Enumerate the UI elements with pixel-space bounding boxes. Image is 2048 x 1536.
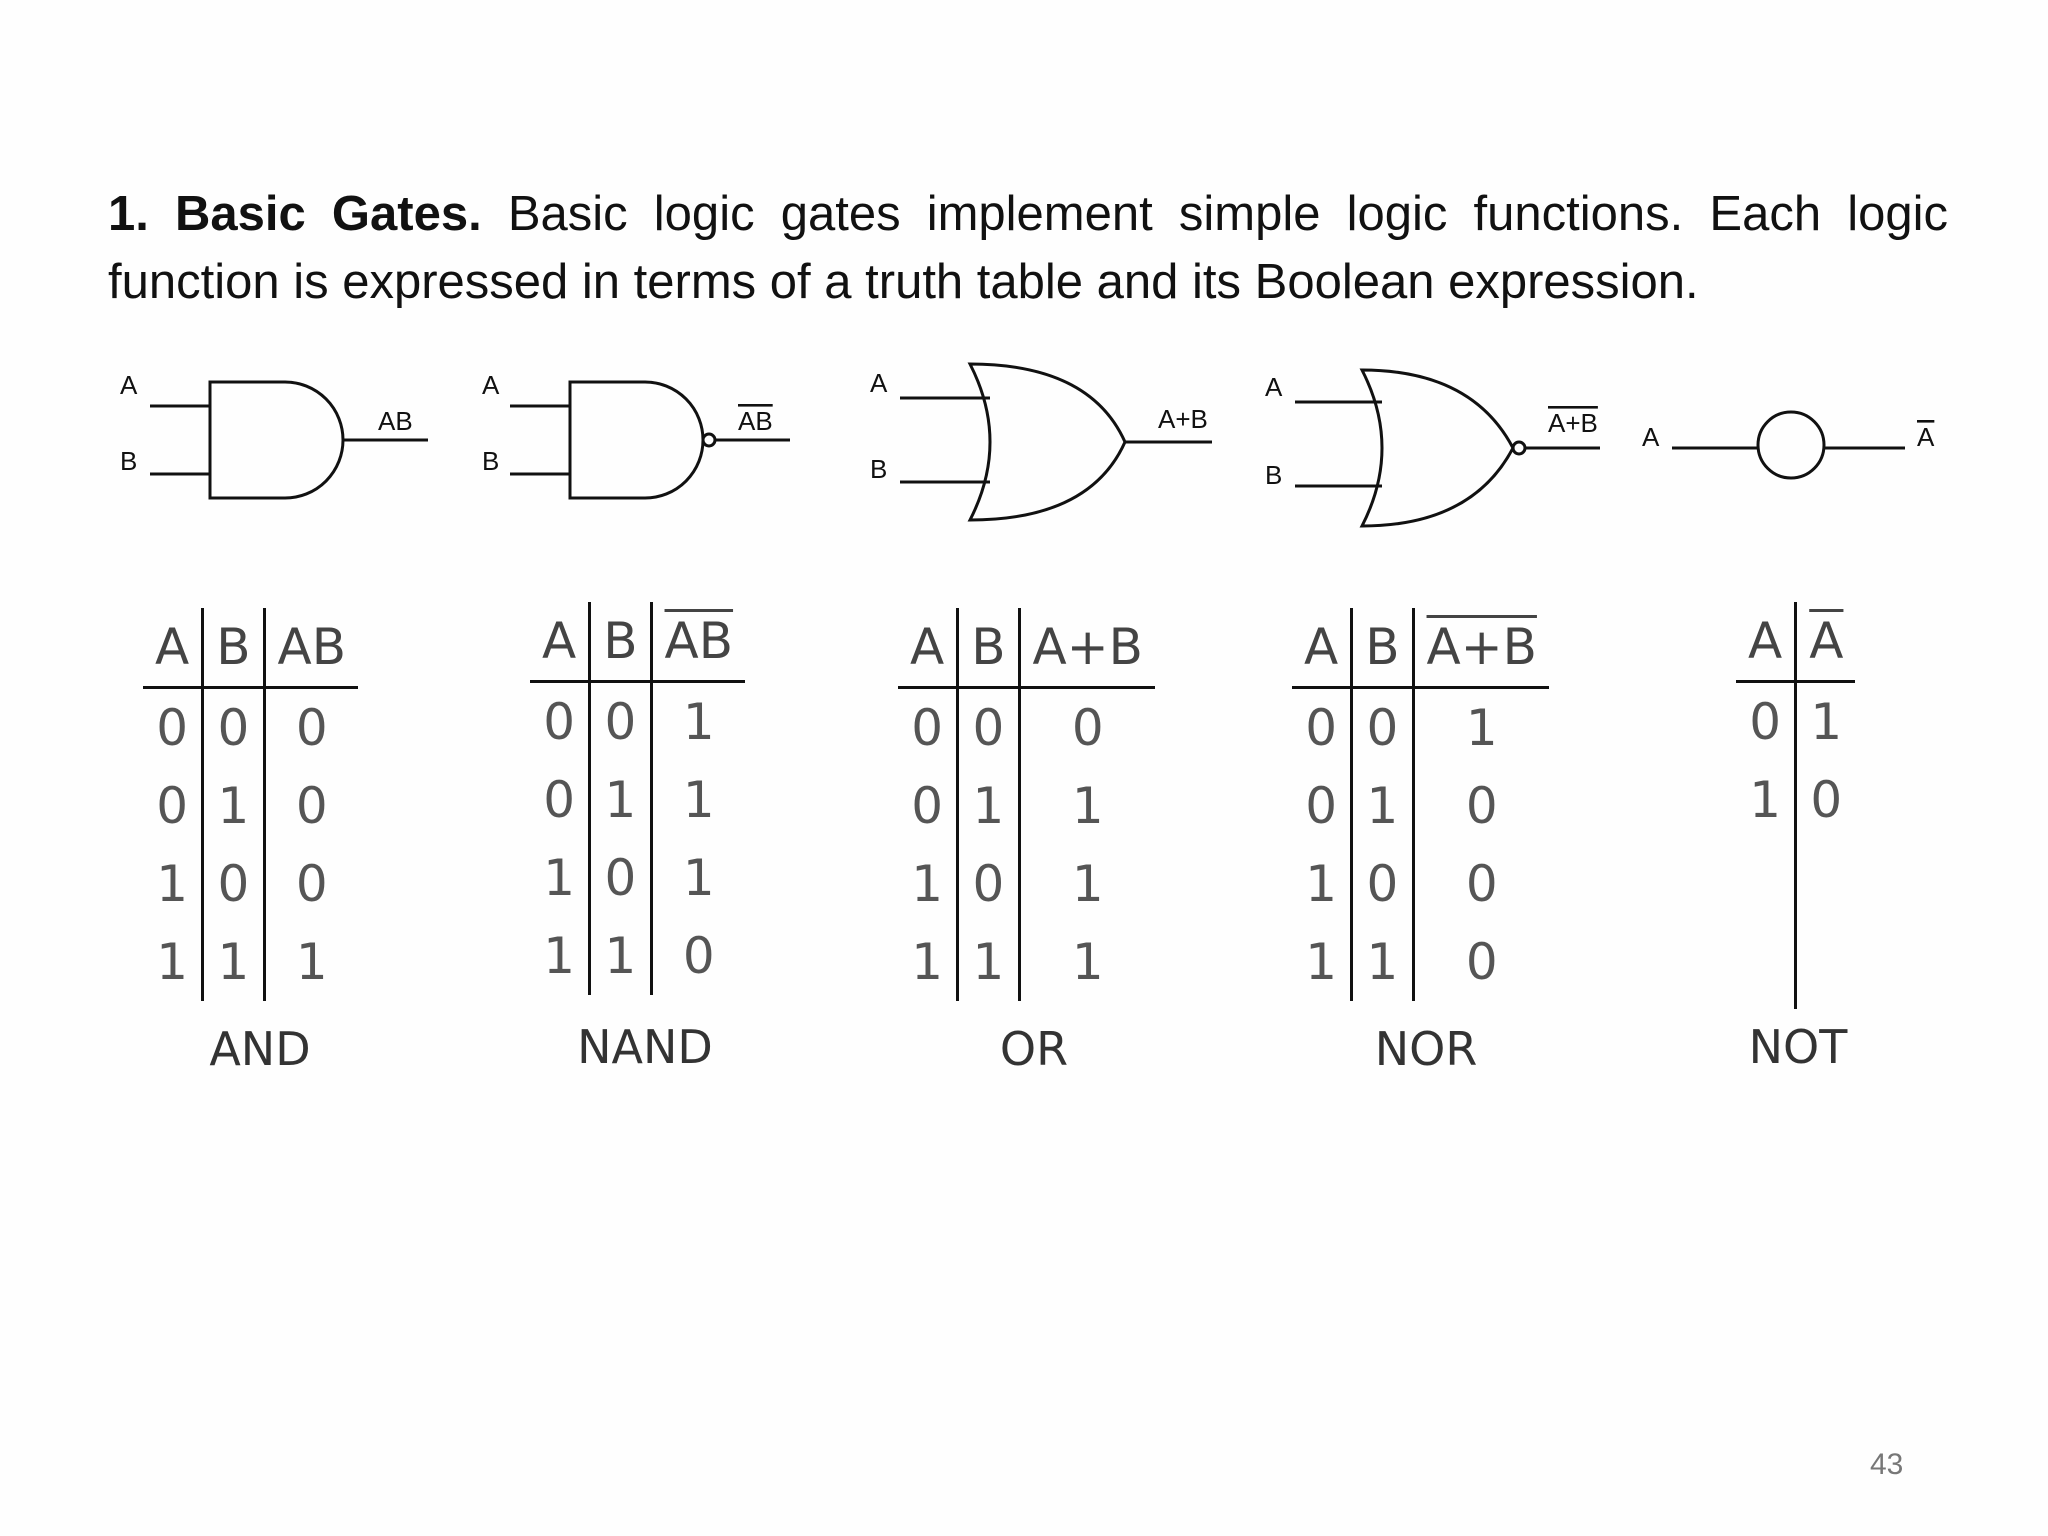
- cell: 0: [264, 845, 358, 923]
- cell: 1: [651, 682, 745, 762]
- cell: 1: [1796, 682, 1856, 762]
- table-row: [1292, 845, 1549, 923]
- cell: 0: [1352, 688, 1413, 768]
- not-header-a: A: [1736, 602, 1796, 682]
- cell: 1: [543, 927, 576, 985]
- and-gate: [120, 370, 428, 498]
- table-row: [1292, 767, 1549, 845]
- cell: 0: [264, 688, 358, 768]
- and-output: AB: [378, 406, 413, 436]
- cell: 0: [203, 688, 264, 768]
- intro-paragraph: [108, 180, 1948, 316]
- and-input-b: B: [120, 446, 138, 476]
- cell: 0: [203, 845, 264, 923]
- and-header-a: A: [143, 608, 203, 688]
- table-row: [898, 923, 1155, 1001]
- not-gate: [1642, 412, 1935, 478]
- nand-input-b: B: [482, 446, 500, 476]
- cell: 1: [911, 933, 944, 991]
- nor-header-out: A+B: [1413, 608, 1549, 688]
- table-row: [898, 688, 1155, 768]
- nor-input-b: B: [1265, 460, 1283, 490]
- or-input-a: A: [870, 368, 888, 398]
- cell: 0: [1796, 761, 1856, 839]
- cell: 1: [1019, 923, 1155, 1001]
- not-truth-table: [1736, 602, 1855, 1009]
- table-row: [530, 682, 745, 762]
- table-row: [1292, 923, 1549, 1001]
- cell: 1: [1019, 767, 1155, 845]
- cell: 0: [543, 693, 576, 751]
- cell: 0: [156, 777, 189, 835]
- nand-header-b: B: [590, 602, 651, 682]
- intro-text: Basic logic gates implement simple logic functions. Each logic function is expressed in terms of a truth table and its Boolean expression.: [108, 187, 1948, 309]
- cell: 0: [1305, 699, 1338, 757]
- table-row: [1736, 761, 1855, 839]
- not-input-a: A: [1642, 422, 1660, 452]
- nand-symbol: [510, 382, 790, 498]
- intro-heading: 1. Basic Gates.: [108, 187, 482, 241]
- page-number: 43: [1870, 1448, 1904, 1481]
- or-gate: [870, 364, 1212, 520]
- gate-symbols: [0, 350, 2048, 550]
- cell: 1: [1019, 845, 1155, 923]
- nor-input-a: A: [1265, 372, 1283, 402]
- cell: 1: [1352, 767, 1413, 845]
- cell: 0: [590, 839, 651, 917]
- or-caption: OR: [999, 1022, 1069, 1076]
- cell: 1: [958, 923, 1019, 1001]
- cell: 0: [958, 845, 1019, 923]
- or-header-b: B: [958, 608, 1019, 688]
- cell: 1: [156, 933, 189, 991]
- or-header-out: A+B: [1019, 608, 1155, 688]
- nand-caption: NAND: [577, 1020, 713, 1074]
- cell: 1: [543, 849, 576, 907]
- table-row: [898, 845, 1155, 923]
- and-symbol: [150, 382, 428, 498]
- nor-bubble: [1513, 442, 1525, 454]
- table-row: [1736, 839, 1855, 1009]
- cell: 1: [1413, 688, 1549, 768]
- nand-header-a: A: [530, 602, 590, 682]
- nor-symbol: [1295, 370, 1600, 526]
- cell: 0: [1749, 693, 1782, 751]
- cell: 0: [1352, 845, 1413, 923]
- nand-header-out: $\overline{AB}$: [651, 602, 745, 682]
- cell: 0: [1305, 777, 1338, 835]
- nor-output: A+B: [1548, 408, 1598, 438]
- or-truth-table: [898, 608, 1155, 1001]
- nand-input-a: A: [482, 370, 500, 400]
- nand-bubble: [703, 434, 715, 446]
- cell: 1: [264, 923, 358, 1001]
- cell: 1: [590, 761, 651, 839]
- or-input-b: B: [870, 454, 888, 484]
- table-row: [1736, 682, 1855, 762]
- table-row: [530, 761, 745, 839]
- cell: 0: [1413, 845, 1549, 923]
- table-row: [143, 923, 358, 1001]
- nor-truth-table: [1292, 608, 1549, 1001]
- cell: 0: [264, 767, 358, 845]
- cell: 0: [590, 682, 651, 762]
- cell: 1: [1305, 933, 1338, 991]
- cell: 1: [203, 767, 264, 845]
- and-truth-table: [143, 608, 358, 1001]
- cell: 0: [911, 699, 944, 757]
- or-header-a: A: [898, 608, 958, 688]
- cell: 0: [1413, 767, 1549, 845]
- or-output: A+B: [1158, 404, 1208, 434]
- cell: 0: [1019, 688, 1155, 768]
- table-row: [1292, 688, 1549, 768]
- not-symbol: [1758, 412, 1824, 478]
- cell: 1: [651, 839, 745, 917]
- table-row: [898, 767, 1155, 845]
- cell: 0: [911, 777, 944, 835]
- cell: 0: [651, 917, 745, 995]
- nand-gate: [482, 370, 790, 498]
- and-header-b: B: [203, 608, 264, 688]
- not-caption: NOT: [1748, 1020, 1848, 1074]
- cell: 0: [958, 688, 1019, 768]
- nor-header-a: A: [1292, 608, 1352, 688]
- table-row: [143, 767, 358, 845]
- nor-caption: NOR: [1374, 1022, 1478, 1076]
- cell: 1: [156, 855, 189, 913]
- cell: 1: [958, 767, 1019, 845]
- not-header-out: $\overline{A}$: [1796, 602, 1856, 682]
- cell: 1: [1352, 923, 1413, 1001]
- nor-gate: [1265, 370, 1600, 526]
- cell: 1: [911, 855, 944, 913]
- nand-truth-table: [530, 602, 745, 995]
- cell: 1: [1305, 855, 1338, 913]
- cell: 0: [543, 771, 576, 829]
- table-row: [530, 917, 745, 995]
- table-row: [530, 839, 745, 917]
- and-caption: AND: [209, 1022, 311, 1076]
- cell: 1: [651, 761, 745, 839]
- nor-header-b: B: [1352, 608, 1413, 688]
- cell: 1: [203, 923, 264, 1001]
- or-symbol: [900, 364, 1212, 520]
- and-header-out: AB: [264, 608, 358, 688]
- cell: 0: [156, 699, 189, 757]
- not-output: A: [1917, 422, 1935, 452]
- nand-output: AB: [738, 406, 773, 436]
- and-input-a: A: [120, 370, 138, 400]
- cell: 1: [590, 917, 651, 995]
- table-row: [143, 845, 358, 923]
- table-row: [143, 688, 358, 768]
- cell: 0: [1413, 923, 1549, 1001]
- cell: 1: [1749, 771, 1782, 829]
